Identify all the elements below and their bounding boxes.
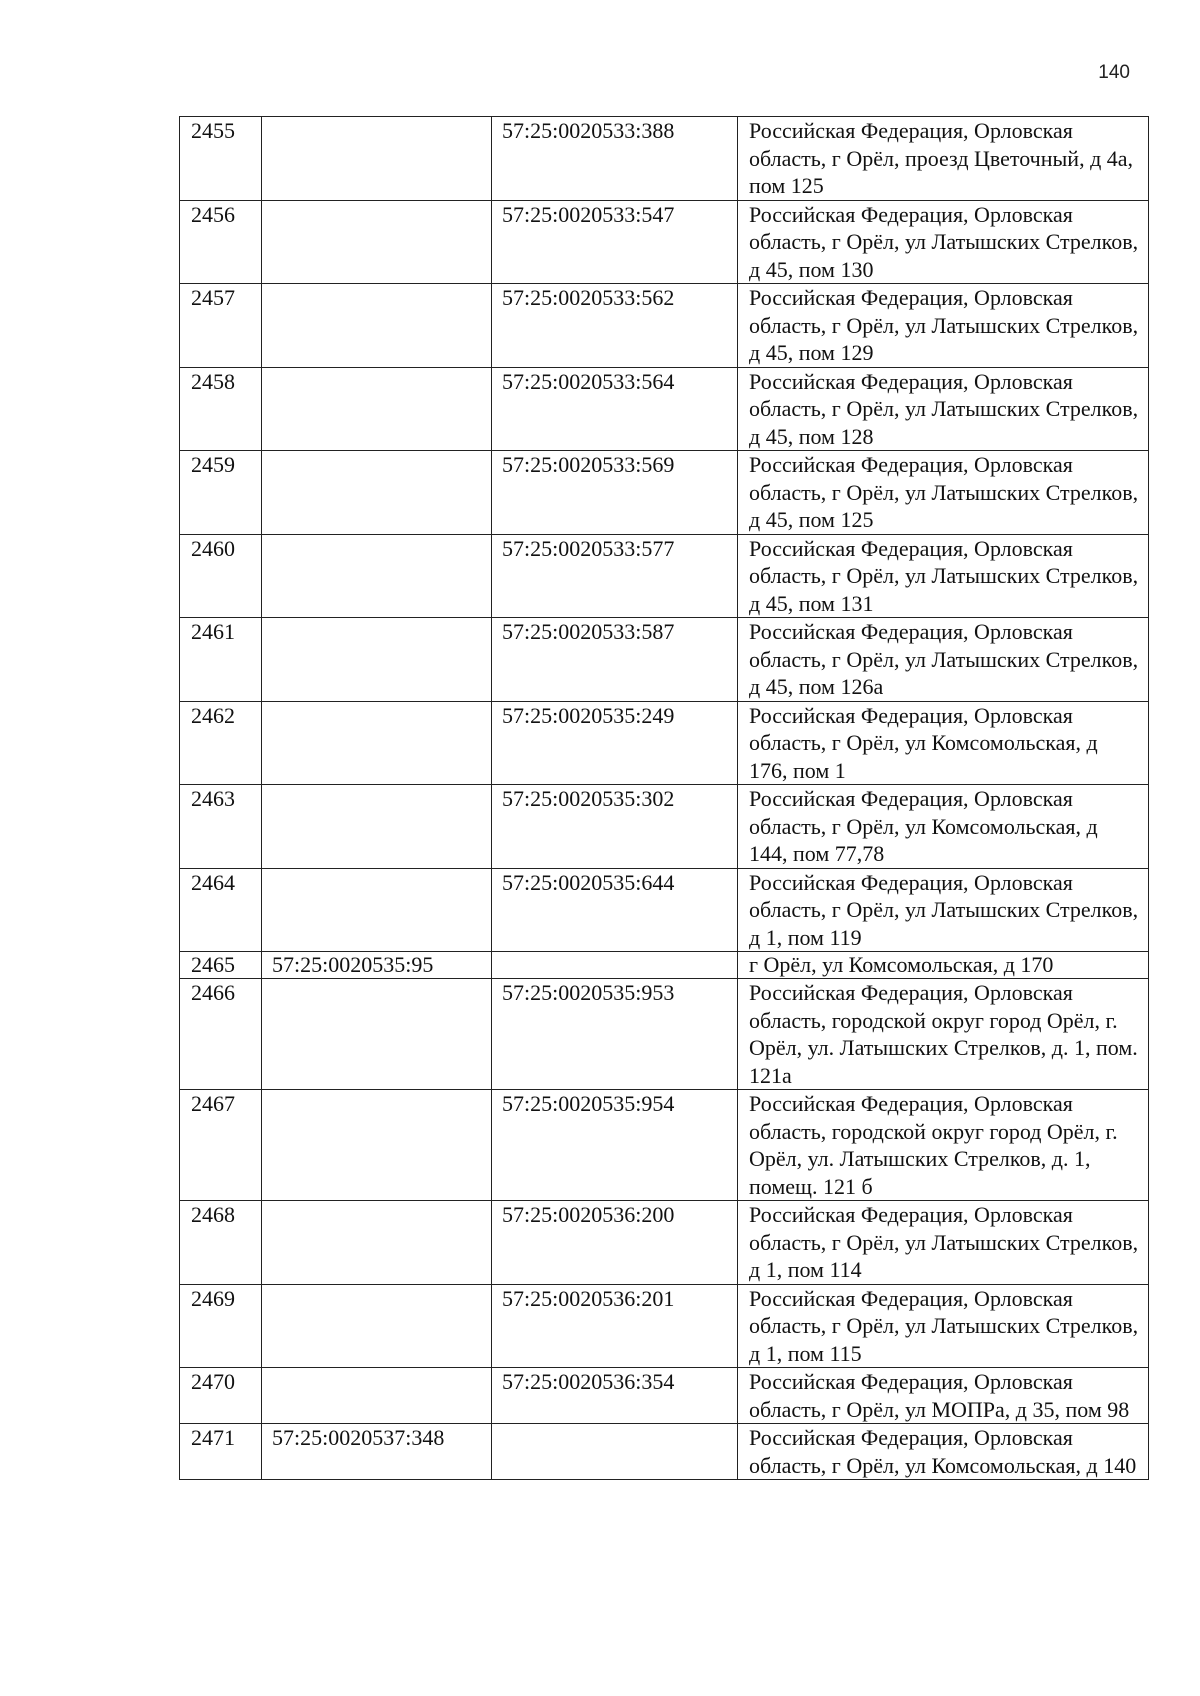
- row-number: 2459: [180, 451, 262, 535]
- address: Российская Федерация, Орловская область, г Орёл, ул Латышских Стрелков, д 1, пом 115: [738, 1284, 1149, 1368]
- table-row: [180, 1201, 1149, 1285]
- row-number: 2461: [180, 618, 262, 702]
- row-number: 2462: [180, 701, 262, 785]
- address: Российская Федерация, Орловская область, г Орёл, ул Латышских Стрелков, д 45, пом 125: [738, 451, 1149, 535]
- table-row: [180, 367, 1149, 451]
- row-number: 2466: [180, 979, 262, 1090]
- table-row: [180, 785, 1149, 869]
- row-number: 2469: [180, 1284, 262, 1368]
- table-row: [180, 117, 1149, 201]
- cadastral-number-premises: 57:25:0020533:577: [492, 534, 738, 618]
- cadastral-number-land: [262, 701, 492, 785]
- cadastral-number-premises: 57:25:0020535:953: [492, 979, 738, 1090]
- cadastral-number-premises: 57:25:0020536:200: [492, 1201, 738, 1285]
- cadastral-number-premises: 57:25:0020535:954: [492, 1090, 738, 1201]
- address: Российская Федерация, Орловская область, г Орёл, ул Латышских Стрелков, д 45, пом 131: [738, 534, 1149, 618]
- cadastral-number-land: [262, 534, 492, 618]
- table-row: [180, 952, 1149, 979]
- address: Российская Федерация, Орловская область, г Орёл, ул Латышских Стрелков, д 45, пом 126а: [738, 618, 1149, 702]
- table-row: [180, 979, 1149, 1090]
- table-row: [180, 1090, 1149, 1201]
- address: Российская Федерация, Орловская область, г Орёл, проезд Цветочный, д 4а, пом 125: [738, 117, 1149, 201]
- row-number: 2463: [180, 785, 262, 869]
- table-row: [180, 284, 1149, 368]
- row-number: 2470: [180, 1368, 262, 1424]
- cadastral-number-premises: [492, 952, 738, 979]
- table-row: [180, 618, 1149, 702]
- address: Российская Федерация, Орловская область, городской округ город Орёл, г. Орёл, ул. Латышских Стрелков, д. 1, помещ. 121 б: [738, 1090, 1149, 1201]
- cadastral-number-land: [262, 1201, 492, 1285]
- row-number: 2465: [180, 952, 262, 979]
- address: Российская Федерация, Орловская область, г Орёл, ул Латышских Стрелков, д 45, пом 130: [738, 200, 1149, 284]
- cadastral-number-land: [262, 868, 492, 952]
- cadastral-number-land: [262, 618, 492, 702]
- table-row: [180, 1424, 1149, 1480]
- address: г Орёл, ул Комсомольская, д 170: [738, 952, 1149, 979]
- cadastral-number-land: 57:25:0020537:348: [262, 1424, 492, 1480]
- table-row: [180, 534, 1149, 618]
- cadastral-number-land: [262, 367, 492, 451]
- row-number: 2456: [180, 200, 262, 284]
- row-number: 2467: [180, 1090, 262, 1201]
- cadastral-number-land: [262, 1090, 492, 1201]
- cadastral-number-land: [262, 1284, 492, 1368]
- table-row: [180, 868, 1149, 952]
- address: Российская Федерация, Орловская область, г Орёл, ул Латышских Стрелков, д 45, пом 129: [738, 284, 1149, 368]
- table-row: [180, 200, 1149, 284]
- cadastral-number-land: [262, 785, 492, 869]
- cadastral-number-premises: 57:25:0020533:388: [492, 117, 738, 201]
- cadastral-number-premises: 57:25:0020535:249: [492, 701, 738, 785]
- cadastral-number-land: 57:25:0020535:95: [262, 952, 492, 979]
- cadastral-number-land: [262, 117, 492, 201]
- address: Российская Федерация, Орловская область, г Орёл, ул Комсомольская, д 176, пом 1: [738, 701, 1149, 785]
- cadastral-number-premises: 57:25:0020533:587: [492, 618, 738, 702]
- cadastral-number-premises: 57:25:0020536:201: [492, 1284, 738, 1368]
- cadastral-number-premises: 57:25:0020535:644: [492, 868, 738, 952]
- row-number: 2458: [180, 367, 262, 451]
- cadastral-number-premises: 57:25:0020536:354: [492, 1368, 738, 1424]
- cadastral-number-premises: 57:25:0020533:547: [492, 200, 738, 284]
- cadastral-number-land: [262, 284, 492, 368]
- cadastral-number-land: [262, 200, 492, 284]
- page-number: 140: [1098, 62, 1130, 83]
- row-number: 2460: [180, 534, 262, 618]
- row-number: 2464: [180, 868, 262, 952]
- table-row: [180, 451, 1149, 535]
- cadastral-number-premises: 57:25:0020535:302: [492, 785, 738, 869]
- registry-table: [179, 116, 1149, 1480]
- row-number: 2468: [180, 1201, 262, 1285]
- cadastral-number-premises: [492, 1424, 738, 1480]
- table-row: [180, 1368, 1149, 1424]
- row-number: 2471: [180, 1424, 262, 1480]
- cadastral-number-land: [262, 451, 492, 535]
- cadastral-number-land: [262, 1368, 492, 1424]
- cadastral-number-premises: 57:25:0020533:564: [492, 367, 738, 451]
- address: Российская Федерация, Орловская область, г Орёл, ул Латышских Стрелков, д 1, пом 119: [738, 868, 1149, 952]
- row-number: 2455: [180, 117, 262, 201]
- table-row: [180, 701, 1149, 785]
- address: Российская Федерация, Орловская область, г Орёл, ул Комсомольская, д 144, пом 77,78: [738, 785, 1149, 869]
- address: Российская Федерация, Орловская область, г Орёл, ул Латышских Стрелков, д 45, пом 128: [738, 367, 1149, 451]
- address: Российская Федерация, Орловская область, г Орёл, ул МОПРа, д 35, пом 98: [738, 1368, 1149, 1424]
- address: Российская Федерация, Орловская область, городской округ город Орёл, г. Орёл, ул. Латышских Стрелков, д. 1, пом. 121а: [738, 979, 1149, 1090]
- cadastral-number-land: [262, 979, 492, 1090]
- row-number: 2457: [180, 284, 262, 368]
- address: Российская Федерация, Орловская область, г Орёл, ул Латышских Стрелков, д 1, пом 114: [738, 1201, 1149, 1285]
- cadastral-number-premises: 57:25:0020533:562: [492, 284, 738, 368]
- table-row: [180, 1284, 1149, 1368]
- address: Российская Федерация, Орловская область, г Орёл, ул Комсомольская, д 140: [738, 1424, 1149, 1480]
- cadastral-number-premises: 57:25:0020533:569: [492, 451, 738, 535]
